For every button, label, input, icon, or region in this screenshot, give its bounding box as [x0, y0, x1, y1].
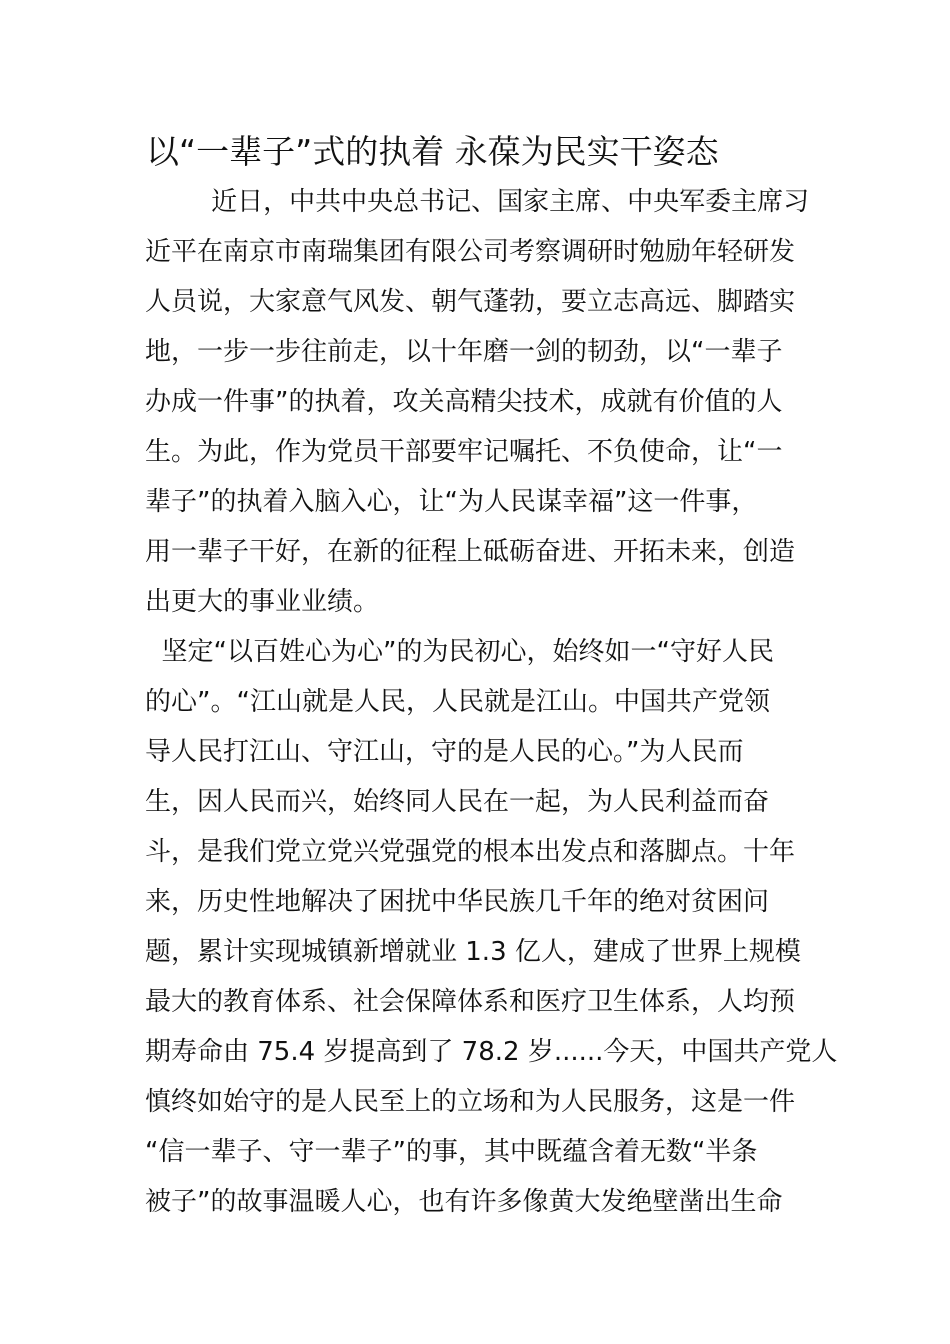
body-line: 斗，是我们党立党兴党强党的根本出发点和落脚点。十年: [145, 837, 796, 867]
body-line: 出更大的事业业绩。: [145, 587, 380, 617]
body-line: 生，因人民而兴，始终同人民在一起，为人民利益而奋: [145, 787, 770, 817]
body-line: 近平在南京市南瑞集团有限公司考察调研时勉励年轻研发: [145, 237, 796, 267]
body-line: 被子”的故事温暖人心，也有许多像黄大发绝壁凿出生命: [145, 1187, 783, 1217]
body-line: 的心”。“江山就是人民，人民就是江山。中国共产党领: [145, 687, 770, 717]
body-line: 期寿命由 75.4 岁提高到了 78.2 岁......今天，中国共产党人: [145, 1037, 838, 1067]
body-line: 来，历史性地解决了困扰中华民族几千年的绝对贫困问: [145, 887, 770, 917]
body-line: 地，一步一步往前走，以十年磨一剑的韧劲，以“一辈子: [145, 337, 783, 367]
body-line: 人员说，大家意气风发、朝气蓬勃，要立志高远、脚踏实: [145, 287, 796, 317]
body-line: 最大的教育体系、社会保障体系和医疗卫生体系，人均预: [145, 987, 796, 1017]
body-line: 导人民打江山、守江山，守的是人民的心。”为人民而: [145, 737, 744, 767]
body-line: “信一辈子、守一辈子”的事，其中既蕴含着无数“半条: [145, 1137, 758, 1167]
body-line: 办成一件事”的执着，攻关高精尖技术，成就有价值的人: [145, 387, 783, 417]
body-line: 辈子”的执着入脑入心，让“为人民谋幸福”这一件事，: [145, 487, 758, 517]
body-line: 生。为此，作为党员干部要牢记嘱托、不负使命，让“一: [145, 437, 783, 467]
body-line: 近日，中共中央总书记、国家主席、中央军委主席习: [145, 187, 810, 217]
body-line: 用一辈子干好，在新的征程上砥砺奋进、开拓未来，创造: [145, 537, 796, 567]
body-line: 慎终如始守的是人民至上的立场和为人民服务，这是一件: [145, 1087, 796, 1117]
document-title: 以“一辈子”式的执着 永葆为民实干姿态: [146, 132, 719, 171]
body-line: 题，累计实现城镇新增就业 1.3 亿人，建成了世界上规模: [145, 937, 801, 967]
body-line: 坚定“以百姓心为心”的为民初心，始终如一“守好人民: [145, 637, 774, 667]
